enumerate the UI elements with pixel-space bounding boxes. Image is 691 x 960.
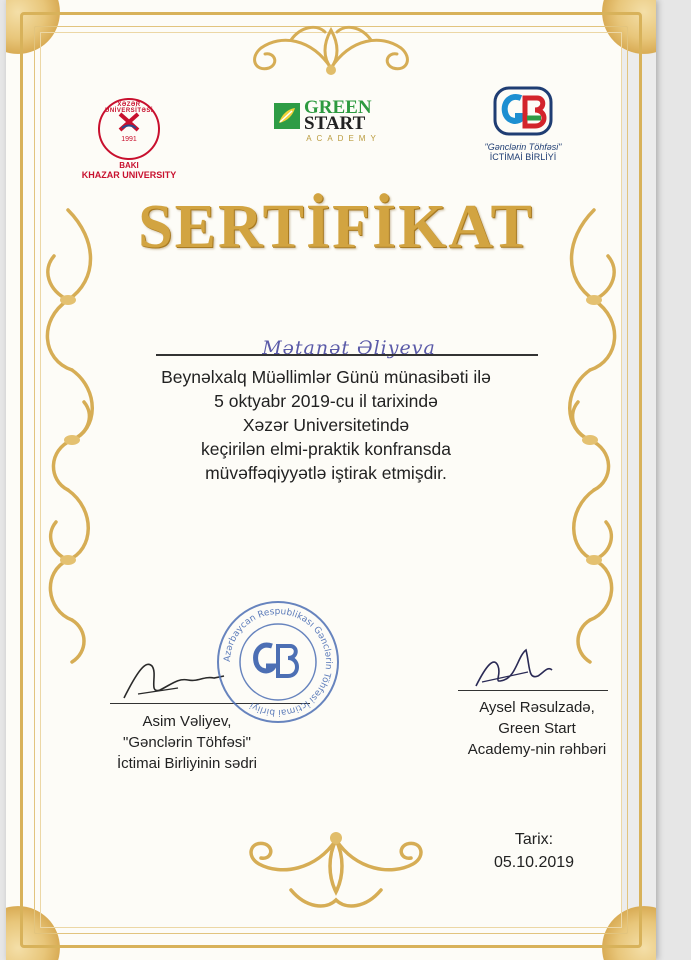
- green-start-leaf-icon: [274, 103, 300, 129]
- date-label: Tarix:: [514, 831, 554, 848]
- khazar-arc-text: XƏZƏR UNİVERSİTƏSİ: [104, 102, 154, 114]
- right-signatory-line-3: Academy-nin rəhbəri: [467, 741, 607, 758]
- left-signatory-line-1: Asim Vəliyev,: [142, 713, 232, 730]
- gt-name: "Gənclərin Töhfəsi": [484, 142, 562, 152]
- green-start-word-2: START: [304, 113, 366, 134]
- gencler-tohfesi-logo: [458, 84, 588, 162]
- left-signature: [118, 650, 228, 706]
- certificate-body: [106, 365, 546, 485]
- green-start-academy-logo: [274, 97, 409, 143]
- green-start-word-3: ACADEMY: [306, 134, 381, 143]
- khazar-university-logo: [74, 98, 184, 180]
- right-signature-line: [458, 690, 608, 691]
- khazar-city: BAKI: [119, 161, 139, 170]
- right-signatory-line-2: Green Start: [498, 720, 576, 737]
- body-line-4: keçirilən elmi-praktik konfransda: [201, 439, 451, 459]
- body-line-3: Xəzər Universitetində: [242, 415, 410, 435]
- seal-text: Azərbaycan Respublikası Gənclərin Töhfəsi İctimai birliyi: [222, 606, 334, 718]
- date-value: 05.10.2019: [493, 854, 575, 871]
- gt-subtitle: İCTİMAİ BİRLİYİ: [489, 152, 557, 162]
- gt-emblem-icon: [491, 84, 555, 138]
- right-signature: [468, 636, 558, 696]
- left-signatory-line-3: İctimai Birliyinin sədri: [116, 755, 258, 772]
- certificate-paper: [6, 0, 656, 960]
- left-signatory: [92, 711, 282, 774]
- right-signatory-line-1: Aysel Rəsulzadə,: [479, 699, 595, 716]
- khazar-x-icon: [118, 112, 140, 132]
- body-line-1: Beynəlxalq Müəllimlər Günü münasibəti ilə: [161, 367, 491, 387]
- green-start-word-1: GREEN: [304, 97, 372, 118]
- khazar-year: 1991: [121, 136, 137, 143]
- bottom-scroll-ornament: [231, 820, 441, 920]
- certificate-title: SERTİFİKAT: [138, 193, 534, 261]
- left-signatory-line-2: "Gənclərin Töhfəsi": [123, 734, 251, 751]
- recipient-name-handwritten: Mətanət Əliyeva: [262, 337, 436, 359]
- khazar-emblem: [98, 98, 160, 160]
- khazar-name: KHAZAR UNIVERSITY: [81, 170, 177, 180]
- recipient-underline: [156, 354, 538, 356]
- left-side-ornament: [28, 200, 108, 670]
- right-side-ornament: [554, 200, 634, 670]
- right-signatory: [444, 697, 630, 760]
- body-line-5: müvəffəqiyyətlə iştirak etmişdir.: [205, 463, 447, 483]
- organization-seal: [214, 598, 342, 726]
- top-scroll-ornament: [231, 18, 431, 82]
- body-line-2: 5 oktyabr 2019-cu il tarixində: [214, 391, 438, 411]
- date-block: [484, 828, 584, 874]
